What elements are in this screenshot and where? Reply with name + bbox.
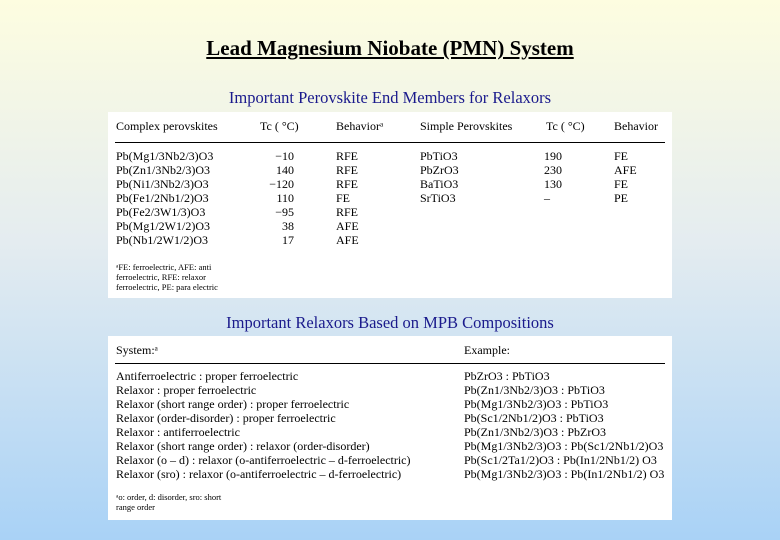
system-cell: Relaxor (o – d) : relaxor (o-antiferroelectric – d-ferroelectric) <box>116 453 411 467</box>
complex-behavior: AFE <box>336 233 359 247</box>
example-cell: Pb(Mg1/3Nb2/3)O3 : Pb(Sc1/2Nb1/2)O3 <box>464 439 664 453</box>
complex-tc-column <box>258 150 294 248</box>
complex-behavior-column <box>336 150 359 248</box>
header-simple-perovskites: Simple Perovskites <box>420 119 513 133</box>
table1-footnote <box>116 262 218 292</box>
system-cell: Relaxor (sro) : relaxor (o-antiferroelectric – d-ferroelectric) <box>116 467 402 481</box>
complex-behavior: FE <box>336 191 351 205</box>
example-cell: Pb(Mg1/3Nb2/3)O3 : PbTiO3 <box>464 397 609 411</box>
mpb-relaxors-table <box>108 336 672 520</box>
simple-behavior: AFE <box>614 163 637 177</box>
header-example: Example: <box>464 343 510 357</box>
complex-formula-column <box>116 150 213 248</box>
simple-tc-column <box>544 150 562 206</box>
complex-behavior: RFE <box>336 205 359 219</box>
simple-behavior: FE <box>614 177 629 191</box>
simple-formula: PbZrO3 <box>420 163 459 177</box>
simple-formula: BaTiO3 <box>420 177 459 191</box>
example-cell: Pb(Zn1/3Nb2/3)O3 : PbTiO3 <box>464 383 605 397</box>
system-cell: Relaxor : proper ferroelectric <box>116 383 257 397</box>
header-tc-simple: Tc ( °C) <box>546 119 585 133</box>
header-behavior-simple: Behavior <box>614 119 658 133</box>
example-cell: Pb(Zn1/3Nb2/3)O3 : PbZrO3 <box>464 425 606 439</box>
simple-tc: 190 <box>544 149 562 163</box>
example-cell: Pb(Mg1/3Nb2/3)O3 : Pb(In1/2Nb1/2) O3 <box>464 467 665 481</box>
complex-formula: Pb(Nb1/2W1/2)O3 <box>116 233 208 247</box>
complex-tc: −120 <box>269 177 294 191</box>
footnote-line: ᵃo: order, d: disorder, sro: short <box>116 492 222 502</box>
simple-behavior: FE <box>614 149 629 163</box>
complex-behavior: RFE <box>336 177 359 191</box>
complex-formula: Pb(Ni1/3Nb2/3)O3 <box>116 177 209 191</box>
system-cell: Relaxor (short range order) : relaxor (order-disorder) <box>116 439 370 453</box>
complex-formula: Pb(Fe1/2Nb1/2)O3 <box>116 191 209 205</box>
simple-formula: PbTiO3 <box>420 149 458 163</box>
end-members-table <box>108 112 672 298</box>
system-cell: Antiferroelectric : proper ferroelectric <box>116 369 299 383</box>
table2-subtitle: Important Relaxors Based on MPB Compositions <box>226 313 554 332</box>
system-cell: Relaxor : antiferroelectric <box>116 425 240 439</box>
complex-behavior: AFE <box>336 219 359 233</box>
table1-subtitle: Important Perovskite End Members for Relaxors <box>228 88 552 107</box>
footnote-line: ferroelectric, PE: para electric <box>116 282 218 292</box>
complex-formula: Pb(Mg1/2W1/2)O3 <box>116 219 210 233</box>
footnote-line: range order <box>116 502 155 512</box>
complex-tc: 17 <box>282 233 294 247</box>
header-tc-complex: Tc ( °C) <box>260 119 299 133</box>
complex-formula: Pb(Mg1/3Nb2/3)O3 <box>116 149 214 163</box>
complex-tc: 38 <box>282 219 294 233</box>
system-column <box>116 370 411 482</box>
complex-tc: −95 <box>275 205 294 219</box>
table2-footnote <box>116 492 221 512</box>
complex-tc: 140 <box>276 163 294 177</box>
example-cell: PbZrO3 : PbTiO3 <box>464 369 550 383</box>
example-cell: Pb(Sc1/2Ta1/2)O3 : Pb(In1/2Nb1/2) O3 <box>464 453 657 467</box>
simple-behavior: PE <box>614 191 629 205</box>
complex-tc: 110 <box>276 191 294 205</box>
complex-formula: Pb(Fe2/3W1/3)O3 <box>116 205 206 219</box>
simple-formula: SrTiO3 <box>420 191 456 205</box>
complex-behavior: RFE <box>336 149 359 163</box>
complex-formula: Pb(Zn1/3Nb2/3)O3 <box>116 163 210 177</box>
footnote-line: ferroelectric, RFE: relaxor <box>116 272 206 282</box>
system-cell: Relaxor (short range order) : proper ferroelectric <box>116 397 350 411</box>
simple-formula-column <box>420 150 459 206</box>
example-cell: Pb(Sc1/2Nb1/2)O3 : PbTiO3 <box>464 411 604 425</box>
simple-tc: – <box>544 191 550 205</box>
simple-tc: 130 <box>544 177 562 191</box>
header-behavior-complex: Behaviorᵃ <box>336 119 384 133</box>
complex-behavior: RFE <box>336 163 359 177</box>
example-column <box>464 370 664 482</box>
simple-tc: 230 <box>544 163 562 177</box>
simple-behavior-column <box>614 150 637 206</box>
system-cell: Relaxor (order-disorder) : proper ferroelectric <box>116 411 336 425</box>
table1-header-rule <box>115 142 665 143</box>
header-system: System:ᵃ <box>116 343 158 357</box>
table2-header-rule <box>115 363 665 364</box>
complex-tc: −10 <box>275 149 294 163</box>
header-complex-perovskites: Complex perovskites <box>116 119 218 133</box>
page-title: Lead Magnesium Niobate (PMN) System <box>206 36 574 60</box>
footnote-line: ᵃFE: ferroelectric, AFE: anti <box>116 262 212 272</box>
